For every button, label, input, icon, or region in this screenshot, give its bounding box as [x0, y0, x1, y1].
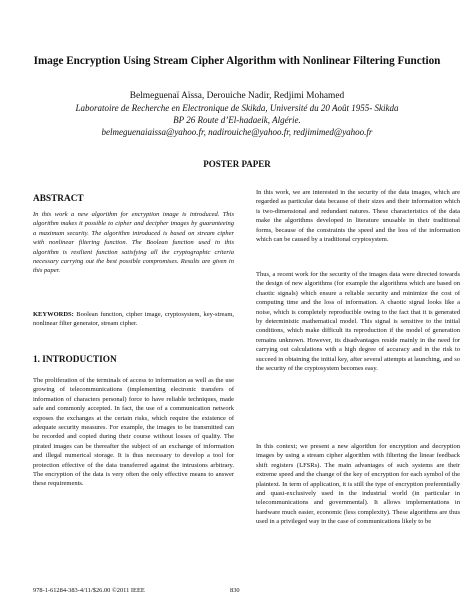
introduction-heading: 1. INTRODUCTION [33, 355, 117, 365]
author-emails: belmeguenaiaissa@yahoo.fr, nadirouiche@yahoo.fr, redjimimed@yahoo.fr [101, 127, 373, 137]
body-paragraph-3: In this context; we present a new algorithm for encryption and decryption images by using a stream cipher algorithm with filtering the linear feedback shift registers (LFSRs). The main advantages of such systems are their extreme speed and the change of the key of encryption for each symbol of the plaintext. In term of application, it is still the type of encryption preferentially and quasi-exclusively used in the industrial world (in particular in telecommunications and governmental). It allows implementations in hardware much easier, economic (less complexity). These algorithms are thus used in a privileged way in the case of communications likely to be [256, 443, 460, 526]
poster-paper-label: POSTER PAPER [203, 159, 271, 169]
affiliation-address: BP 26 Route d’El-hadaeik, Algérie. [173, 115, 301, 125]
keywords-label: KEYWORDS: [33, 311, 74, 318]
paper-title: Image Encryption Using Stream Cipher Algorithm with Nonlinear Filtering Function [33, 55, 441, 67]
body-paragraph-1: In this work, we are interested in the security of the data images, which are regarded as particular data because of their sizes and their information which is two-dimensional and redundant natures. These characteristics of the data make the algorithms developed in literature unusable in their traditional forms, because of the constraints the speed and the loss of the information which can be caused by a traditional cryptosystem. [256, 189, 460, 244]
keywords [33, 310, 234, 329]
page-number: 830 [230, 587, 240, 594]
body-paragraph-2: Thus, a recent work for the security of the images data were directed towards the design of new algorithms (for example the algorithms which are based on chaotic signals) which ensure a reliable security and minimize the cost of computing time and the loss of information. A chaotic signal looks like a noise, which is completely reproducible owing to the fact that it is generated by deterministic mathematical model. This signal is sensitive to the initial conditions, which make difficult its reproduction if the model of generation remains unknown. However, its disadvantages reside mainly in the need for carrying out calculations with a high degree of accuracy and in the risk to succeed in obtaining the initial key, after several attempts at launching, and so the security of the cryptosystem becomes easy. [256, 271, 460, 373]
abstract-heading: ABSTRACT [33, 194, 84, 204]
introduction-paragraph: The proliferation of the terminals of access to information as well as the use growing of telecommunications (implementing electronic transfers of information of characters personal) force to have reliable techniques, made safe and commonly accepted. In fact, the use of a communication network exposes the exchanges at the certain risks, which require the existence of adequate security measures. For example, the images to be transmitted can be recorded and copied during their course without losses of quality. The pirated images can be thereafter the subject of an exchange of information and illegal numerical storage. It is thus necessary to develop a tool for protection effective of the data transferred against the intrusions arbitrary. The encryption of the data is very often the only effective means to answer these requirements. [33, 377, 234, 488]
keywords-text: Boolean function, cipher image, cryptosystem, key-stream, nonlinear filter generator, stream cipher. [33, 311, 234, 328]
affiliation: Laboratoire de Recherche en Electronique de Skikda, Université du 20 Août 1955- Skikda [75, 103, 399, 113]
authors: Belmeguenaï Aïssa, Derouiche Nadir, Redjimi Mohamed [129, 91, 345, 101]
abstract-text: In this work a new algorithm for encryption image is introduced. This algorithm makes it possible to cipher and decipher images by guaranteeing a maximum security. The algorithm introduced is based on stream cipher with nonlinear filtering function. The Boolean function used in this algorithm is resilient function satisfying all the cryptographic criteria necessary carrying out the best possible compromises. Results are given in this paper. [33, 211, 234, 275]
footer-isbn: 978-1-61284-383-4/11/$26.00 ©2011 IEEE [33, 587, 145, 594]
